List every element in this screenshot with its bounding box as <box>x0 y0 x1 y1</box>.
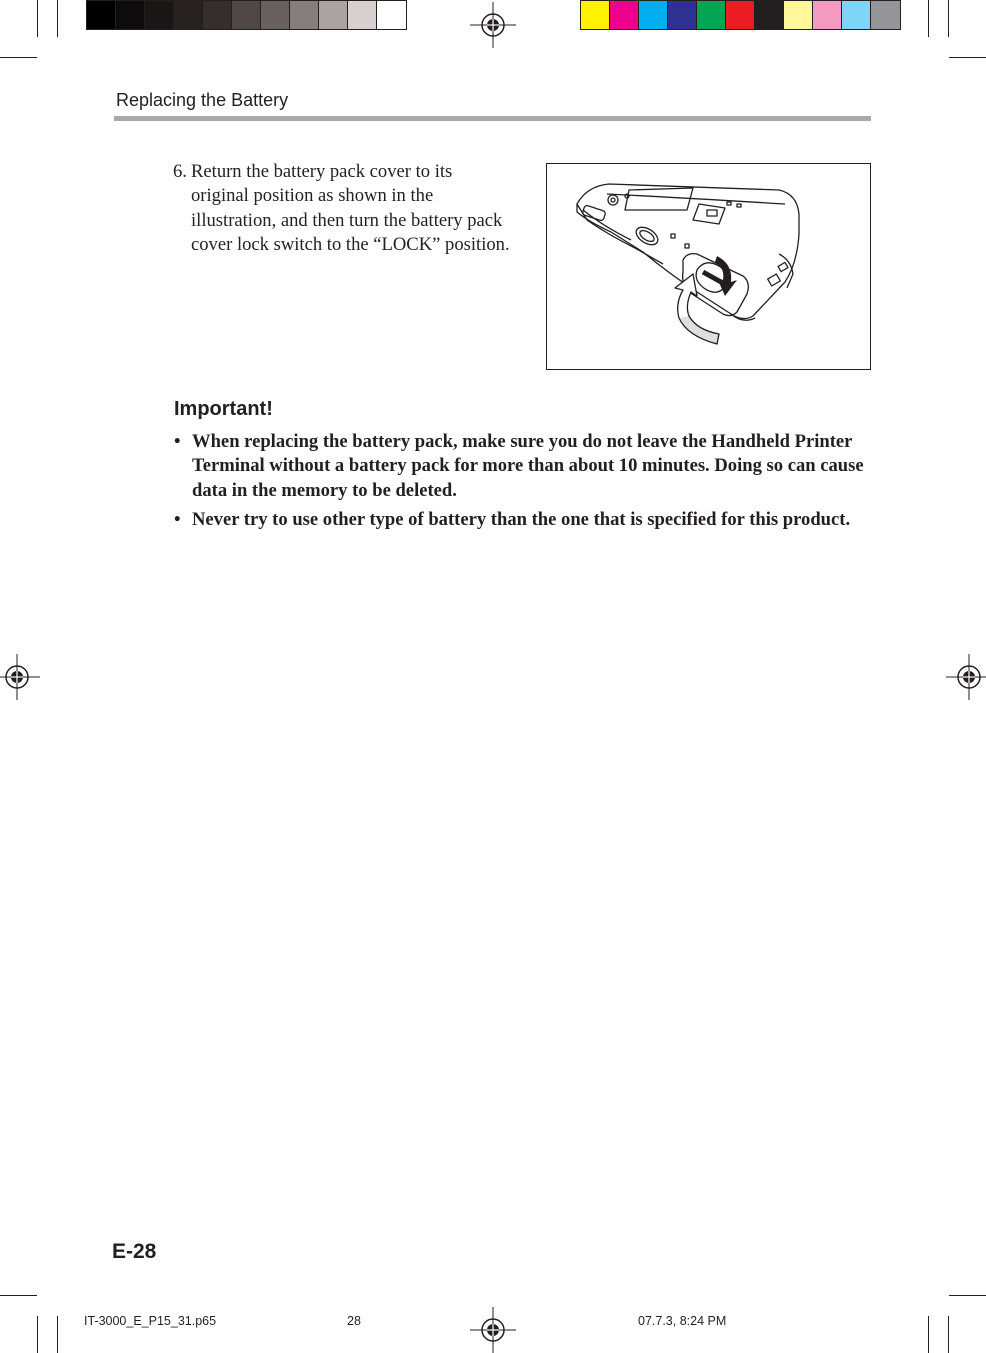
color-swatch <box>203 1 232 29</box>
color-swatch <box>145 1 174 29</box>
list-item <box>174 430 874 503</box>
crop-mark <box>0 57 37 58</box>
slug-timestamp: 07.7.3, 8:24 PM <box>638 1314 727 1328</box>
color-swatch <box>174 1 203 29</box>
crop-mark <box>949 57 986 58</box>
color-swatch <box>232 1 261 29</box>
color-swatch <box>726 1 755 29</box>
color-swatch <box>871 1 900 29</box>
crop-mark <box>949 1295 986 1296</box>
page-number: E-28 <box>112 1240 157 1263</box>
crop-mark <box>0 1295 37 1296</box>
crop-mark <box>948 0 949 37</box>
color-swatch <box>377 1 406 29</box>
important-heading: Important! <box>174 398 273 420</box>
crop-mark <box>37 1316 38 1353</box>
color-swatch <box>813 1 842 29</box>
crop-mark <box>57 1316 58 1353</box>
color-swatch <box>842 1 871 29</box>
step-text: Return the battery pack cover to its original position as shown in the illustration, and then turn the battery pack cover lock switch to the “LOCK” position. <box>191 161 510 255</box>
slug-page: 28 <box>347 1314 361 1328</box>
gray-color-bar <box>86 0 407 30</box>
color-swatch <box>87 1 116 29</box>
process-color-bar <box>580 0 901 30</box>
registration-mark-icon <box>0 654 40 700</box>
color-swatch <box>697 1 726 29</box>
registration-mark-icon <box>470 1307 516 1353</box>
color-swatch <box>116 1 145 29</box>
registration-mark-icon <box>470 2 516 48</box>
color-swatch <box>348 1 377 29</box>
slug-filename: IT-3000_E_P15_31.p65 <box>84 1314 217 1328</box>
bullet-text: When replacing the battery pack, make sure you do not leave the Handheld Printer Terminal without a battery pack for more than about 10 minutes. Doing so can cause data in the memory to be deleted. <box>192 431 864 501</box>
step-number: 6. <box>173 161 187 182</box>
step-6 <box>173 160 513 257</box>
crop-mark <box>928 1316 929 1353</box>
important-list <box>174 430 874 537</box>
header-rule <box>114 116 871 121</box>
crop-mark <box>37 0 38 37</box>
color-swatch <box>261 1 290 29</box>
crop-mark <box>928 0 929 37</box>
color-swatch <box>755 1 784 29</box>
battery-cover-illustration <box>546 163 871 370</box>
bullet-icon: • <box>174 508 181 530</box>
bullet-icon: • <box>174 431 181 452</box>
color-swatch <box>668 1 697 29</box>
bullet-text: Never try to use other type of battery than the one that is specified for this product. <box>192 508 851 530</box>
color-swatch <box>581 1 610 29</box>
color-swatch <box>784 1 813 29</box>
list-item <box>174 508 874 532</box>
color-swatch <box>319 1 348 29</box>
color-swatch <box>639 1 668 29</box>
color-swatch <box>610 1 639 29</box>
color-swatch <box>290 1 319 29</box>
registration-mark-icon <box>946 654 986 700</box>
handheld-terminal-drawing <box>547 164 870 369</box>
crop-mark <box>948 1316 949 1353</box>
running-title: Replacing the Battery <box>116 90 289 110</box>
crop-mark <box>57 0 58 37</box>
